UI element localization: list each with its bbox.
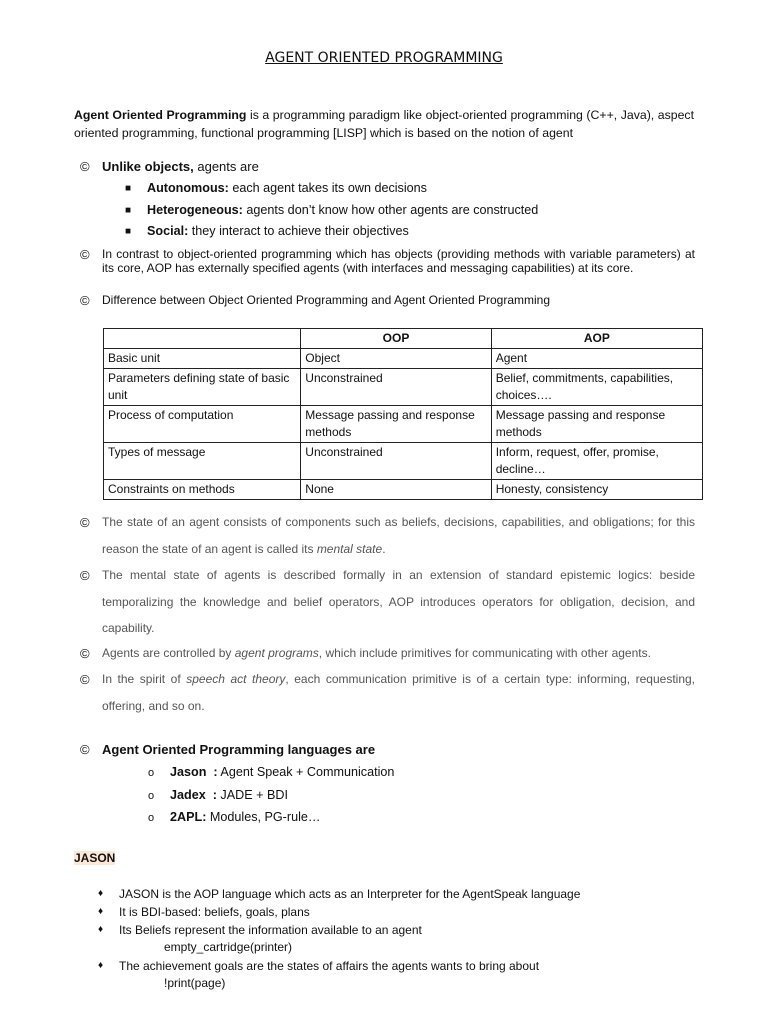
table-row [104, 443, 703, 480]
copyright-bullet: © [80, 515, 90, 530]
page-title: AGENT ORIENTED PROGRAMMING [265, 50, 503, 66]
agent-programs-paragraph: Agents are controlled by agent programs, which include primitives for communicating with other agents. [102, 646, 651, 660]
goal-example: !print(page) [164, 976, 226, 990]
list-item-social: Social: they interact to achieve their objectives [147, 224, 409, 238]
language-item-2apl: 2APL: Modules, PG-rule… [170, 810, 321, 824]
speech-act-paragraph: In the spirit of speech act theory, each communication primitive is of a certain type: informing, requesting, offering, and so on. [102, 672, 695, 713]
square-bullet-icon: ■ [125, 226, 132, 237]
list-item-autonomous: Autonomous: each agent takes its own decisions [147, 181, 427, 195]
table-cell: Basic unit [104, 349, 301, 369]
language-item-jason: Jason : Agent Speak + Communication [170, 765, 395, 779]
language-item-jadex: Jadex : JADE + BDI [170, 788, 288, 802]
table-cell: Parameters defining state of basic unit [104, 369, 301, 406]
table-cell: Honesty, consistency [491, 480, 702, 500]
copyright-bullet: © [80, 742, 90, 757]
table-header-cell: AOP [491, 329, 702, 349]
belief-example: empty_cartridge(printer) [164, 940, 293, 954]
table-row [104, 406, 703, 443]
table-cell: Message passing and response methods [491, 406, 702, 443]
diamond-bullet-icon: ♦ [98, 924, 104, 935]
contrast-paragraph: In contrast to object-oriented programming which has objects (providing methods with variable parameters) at its core, AOP has externally specified agents (with interfaces and messaging capabilities) at its core. [102, 247, 695, 275]
table-cell: Process of computation [104, 406, 301, 443]
table-header-row [104, 329, 703, 349]
square-bullet-icon: ■ [125, 205, 132, 216]
jason-item: It is BDI-based: beliefs, goals, plans [119, 905, 310, 919]
jason-heading: JASON [74, 851, 116, 865]
table-cell: Belief, commitments, capabilities, choices…. [491, 369, 702, 406]
comparison-table [103, 328, 703, 500]
diamond-bullet-icon: ♦ [98, 960, 104, 971]
list-item-heterogeneous: Heterogeneous: agents don’t know how other agents are constructed [147, 203, 539, 217]
table-header-cell: OOP [301, 329, 491, 349]
table-cell: Inform, request, offer, promise, decline… [491, 443, 702, 480]
square-bullet-icon: ■ [125, 183, 132, 194]
table-cell: Message passing and response methods [301, 406, 491, 443]
table-cell: Types of message [104, 443, 301, 480]
copyright-bullet: © [80, 568, 90, 583]
copyright-bullet: © [80, 293, 90, 308]
copyright-bullet: © [80, 672, 90, 687]
diamond-bullet-icon: ♦ [98, 888, 104, 899]
jason-item: Its Beliefs represent the information available to an agent [119, 923, 422, 937]
mental-state-paragraph: The mental state of agents is described formally in an extension of standard epistemic logics: beside temporalizing the knowledge and belief operators, AOP introduces operators for obligation, decision, and capability. [102, 568, 695, 635]
table-cell: Object [301, 349, 491, 369]
table-row [104, 349, 703, 369]
jason-item: The achievement goals are the states of affairs the agents wants to bring about [119, 959, 540, 973]
jason-item: JASON is the AOP language which acts as an Interpreter for the AgentSpeak language [119, 887, 581, 901]
table-row [104, 480, 703, 500]
table-cell: None [301, 480, 491, 500]
unlike-objects-line: Unlike objects, agents are [102, 159, 259, 174]
table-header-cell [104, 329, 301, 349]
table-cell: Unconstrained [301, 443, 491, 480]
circle-bullet: o [148, 767, 155, 779]
difference-paragraph: Difference between Object Oriented Programming and Agent Oriented Programming [102, 293, 551, 307]
table-row [104, 369, 703, 406]
table-cell: Agent [491, 349, 702, 369]
intro-paragraph: Agent Oriented Programming is a programming paradigm like object-oriented programming (C++, Java), aspect oriented programming, functional programming [LISP] which is based on the notion of agent [74, 108, 694, 140]
diamond-bullet-icon: ♦ [98, 906, 104, 917]
table-cell: Unconstrained [301, 369, 491, 406]
circle-bullet: o [148, 812, 155, 824]
table-cell: Constraints on methods [104, 480, 301, 500]
languages-heading: Agent Oriented Programming languages are [102, 742, 376, 757]
state-paragraph: The state of an agent consists of components such as beliefs, decisions, capabilities, and obligations; for this reason the state of an agent is called its mental state. [102, 515, 695, 556]
copyright-bullet: © [80, 646, 90, 661]
circle-bullet: o [148, 790, 155, 802]
copyright-bullet: © [80, 159, 90, 174]
copyright-bullet: © [80, 247, 90, 262]
